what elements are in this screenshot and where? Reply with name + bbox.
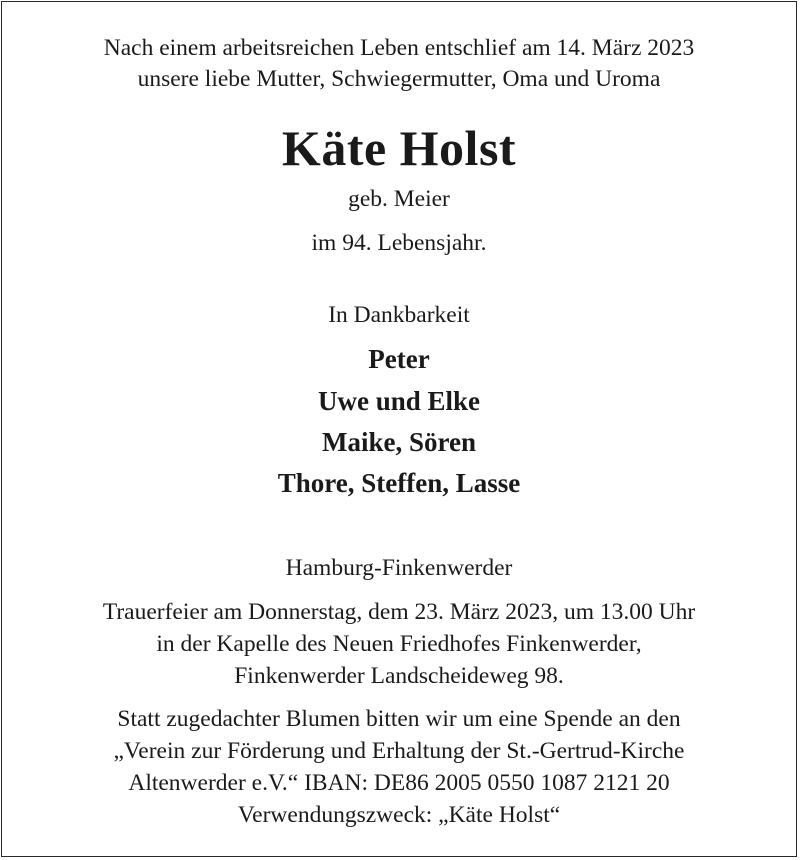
age-line: im 94. Lebensjahr. [311,230,487,256]
mourner-name: Maike, Sören [322,427,476,457]
obituary-notice [1,1,797,857]
intro-line-1: Nach einem arbeitsreichen Leben entschlief am 14. März 2023 [103,35,695,61]
donation-line-3: Altenwerder e.V.“ IBAN: DE86 2005 0550 1087 2121 20 [128,770,670,796]
mourners-heading: In Dankbarkeit [328,302,470,328]
mourner-name: Peter [368,344,430,374]
mourner-name: Uwe und Elke [317,386,481,416]
funeral-line-1: Trauerfeier am Donnerstag, dem 23. März 2023, um 13.00 Uhr [102,599,696,625]
mourner-name: Thore, Steffen, Lasse [277,468,521,498]
funeral-line-2: in der Kapelle des Neuen Friedhofes Finkenwerder, [156,631,642,657]
deceased-name: Käte Holst [281,120,517,176]
donation-line-4: Verwendungszweck: „Käte Holst“ [237,802,561,828]
place-line: Hamburg-Finkenwerder [285,555,513,581]
donation-line-2: „Verein zur Förderung und Erhaltung der St.-Gertrud-Kirche [113,738,685,764]
donation-line-1: Statt zugedachter Blumen bitten wir um eine Spende an den [117,706,681,732]
maiden-name: geb. Meier [348,186,450,212]
funeral-line-3: Finkenwerder Landscheideweg 98. [234,663,564,689]
intro-line-2: unsere liebe Mutter, Schwiegermutter, Oma und Uroma [137,66,661,92]
